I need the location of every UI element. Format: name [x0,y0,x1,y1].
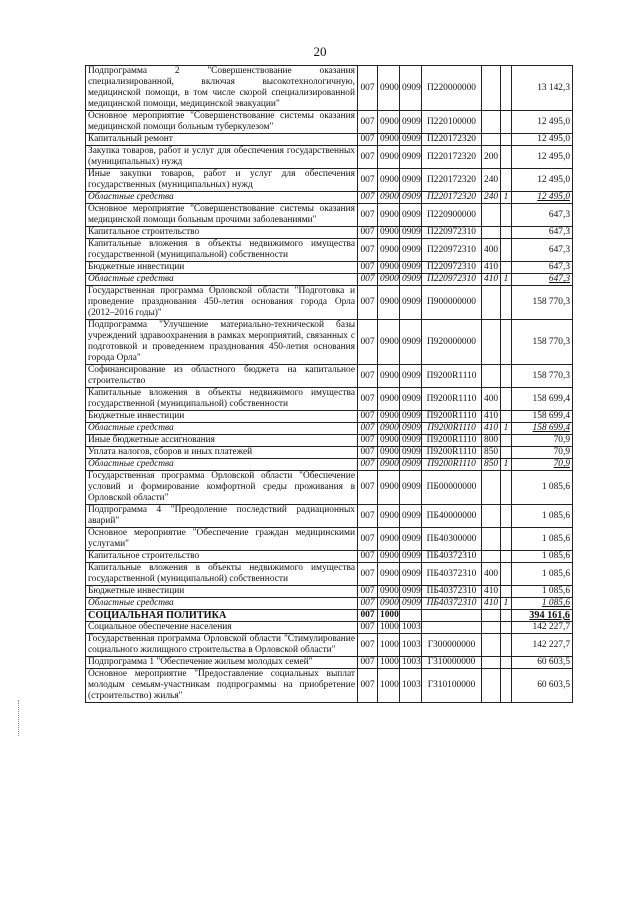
subsection-code: 0909 [400,320,422,365]
section-code: 0900 [378,528,400,551]
expense-type-code [482,365,501,388]
table-row [86,598,573,610]
target-code: Г300000000 [422,634,482,657]
section-code: 0900 [378,274,400,286]
target-code: Г310100000 [422,669,482,703]
subsection-code: 0909 [400,239,422,262]
amount: 13 142,3 [512,66,573,111]
row-name: Иные бюджетные ассигнования [86,435,358,447]
ministry-code: 007 [358,134,378,146]
source-mark [501,447,512,459]
amount: 142 227,7 [512,634,573,657]
row-name: Закупка товаров, работ и услуг для обеспечения государственных (муниципальных) нужд [86,146,358,169]
subsection-code: 0909 [400,227,422,239]
target-code: ПБ40372310 [422,563,482,586]
subsection-code: 0909 [400,286,422,320]
row-name: Подпрограмма "Улучшение материально-технической базы учреждений здравоохранения в рамках мероприятий, связанных с подготовкой и проведением празднования 450-летия основания города Орла" [86,320,358,365]
budget-table [85,65,573,703]
expense-type-code: 400 [482,388,501,411]
ministry-code: 007 [358,471,378,505]
subsection-code: 1003 [400,657,422,669]
ministry-code: 007 [358,286,378,320]
table-row [86,66,573,111]
section-code: 0900 [378,388,400,411]
amount: 647,3 [512,204,573,227]
section-code: 1000 [378,622,400,634]
source-mark [501,505,512,528]
amount: 142 227,7 [512,622,573,634]
subsection-code: 0909 [400,598,422,610]
target-code: ПБ40000000 [422,505,482,528]
section-code: 1000 [378,669,400,703]
amount: 70,9 [512,459,573,471]
ministry-code: 007 [358,435,378,447]
expense-type-code: 410 [482,274,501,286]
section-code: 0900 [378,146,400,169]
expense-type-code: 850 [482,447,501,459]
section-code: 1000 [378,610,400,622]
ministry-code: 007 [358,146,378,169]
row-name: Бюджетные инвестиции [86,411,358,423]
amount: 158 770,3 [512,365,573,388]
ministry-code: 007 [358,111,378,134]
ministry-code: 007 [358,423,378,435]
subsection-code: 0909 [400,111,422,134]
table-row [86,274,573,286]
section-code: 0900 [378,411,400,423]
target-code [422,610,482,622]
table-row [86,622,573,634]
table-row [86,262,573,274]
amount: 12 495,0 [512,146,573,169]
section-code: 0900 [378,423,400,435]
table-row [86,365,573,388]
ministry-code: 007 [358,411,378,423]
ministry-code: 007 [358,320,378,365]
target-code: П220900000 [422,204,482,227]
target-code: П9200R1110 [422,447,482,459]
row-name: Софинансирование из областного бюджета на капитальное строительство [86,365,358,388]
table-row [86,227,573,239]
section-code: 0900 [378,169,400,192]
target-code: П920000000 [422,320,482,365]
target-code: ПБ40372310 [422,598,482,610]
ministry-code: 007 [358,239,378,262]
row-name: Областные средства [86,423,358,435]
ministry-code: 007 [358,365,378,388]
section-code: 0900 [378,365,400,388]
table-row [86,411,573,423]
subsection-code: 0909 [400,551,422,563]
subsection-code: 0909 [400,471,422,505]
row-name: Иные закупки товаров, работ и услуг для обеспечения государственных (муниципальных) нужд [86,169,358,192]
expense-type-code: 410 [482,423,501,435]
subsection-code: 0909 [400,435,422,447]
table-body [86,66,573,703]
source-mark [501,551,512,563]
source-mark: 1 [501,192,512,204]
expense-type-code: 240 [482,169,501,192]
expense-type-code: 800 [482,435,501,447]
subsection-code: 1003 [400,669,422,703]
ministry-code: 007 [358,192,378,204]
table-row [86,388,573,411]
subsection-code: 0909 [400,192,422,204]
subsection-code: 0909 [400,528,422,551]
expense-type-code: 850 [482,459,501,471]
source-mark [501,169,512,192]
target-code: П220100000 [422,111,482,134]
expense-type-code: 400 [482,563,501,586]
amount: 12 495,0 [512,192,573,204]
amount: 1 085,6 [512,551,573,563]
row-name: Подпрограмма 2 "Совершенствование оказания специализированной, включая высокотехнологичную, медицинской помощи, в том числе скорой специализированной медицинской помощи, медицинской эвакуации" [86,66,358,111]
expense-type-code: 410 [482,262,501,274]
expense-type-code [482,66,501,111]
source-mark [501,528,512,551]
amount: 158 770,3 [512,320,573,365]
row-name: Основное мероприятие "Совершенствование системы оказания медицинской помощи больным туберкулезом" [86,111,358,134]
target-code: П220972310 [422,227,482,239]
ministry-code: 007 [358,622,378,634]
expense-type-code [482,134,501,146]
table-row [86,459,573,471]
subsection-code: 0909 [400,563,422,586]
table-row [86,471,573,505]
section-code: 0900 [378,459,400,471]
section-code: 0900 [378,320,400,365]
source-mark [501,286,512,320]
amount: 1 085,6 [512,586,573,598]
subsection-code: 0909 [400,388,422,411]
source-mark [501,66,512,111]
row-name: Уплата налогов, сборов и иных платежей [86,447,358,459]
ministry-code: 007 [358,447,378,459]
source-mark: 1 [501,459,512,471]
source-mark [501,411,512,423]
expense-type-code [482,227,501,239]
ministry-code: 007 [358,66,378,111]
source-mark [501,471,512,505]
amount: 158 699,4 [512,411,573,423]
expense-type-code [482,471,501,505]
subsection-code [400,610,422,622]
table-row [86,586,573,598]
row-name: Основное мероприятие "Совершенствование системы оказания медицинской помощи больным прочими заболеваниями" [86,204,358,227]
expense-type-code [482,111,501,134]
expense-type-code: 240 [482,192,501,204]
amount: 60 603,5 [512,657,573,669]
row-name: Социальное обеспечение населения [86,622,358,634]
table-row [86,447,573,459]
ministry-code: 007 [358,586,378,598]
source-mark: 1 [501,423,512,435]
amount: 12 495,0 [512,111,573,134]
section-code: 0900 [378,586,400,598]
source-mark [501,435,512,447]
section-code: 0900 [378,551,400,563]
subsection-code: 0909 [400,146,422,169]
amount: 158 699,4 [512,423,573,435]
amount: 60 603,5 [512,669,573,703]
amount: 394 161,6 [512,610,573,622]
source-mark [501,586,512,598]
subsection-code: 0909 [400,586,422,598]
section-code: 0900 [378,227,400,239]
section-code: 1000 [378,657,400,669]
table-row [86,505,573,528]
target-code: П220972310 [422,239,482,262]
expense-type-code [482,286,501,320]
row-name: Государственная программа Орловской области "Обеспечение условий и формирование комфортной среды проживания в Орловской области" [86,471,358,505]
source-mark: 1 [501,274,512,286]
amount: 1 085,6 [512,598,573,610]
subsection-code: 0909 [400,274,422,286]
row-name: Государственная программа Орловской области "Подготовка и проведение празднования 450-летия основания города Орла (2012–2016 годы)" [86,286,358,320]
source-mark [501,610,512,622]
expense-type-code [482,622,501,634]
margin-mark [18,700,21,736]
expense-type-code: 400 [482,239,501,262]
subsection-code: 0909 [400,447,422,459]
source-mark [501,239,512,262]
row-name: СОЦИАЛЬНАЯ ПОЛИТИКА [86,610,358,622]
expense-type-code [482,669,501,703]
amount: 1 085,6 [512,505,573,528]
amount: 70,9 [512,435,573,447]
ministry-code: 007 [358,169,378,192]
target-code: П9200R1110 [422,411,482,423]
source-mark [501,134,512,146]
amount: 647,3 [512,262,573,274]
expense-type-code [482,528,501,551]
source-mark: 1 [501,598,512,610]
ministry-code: 007 [358,657,378,669]
ministry-code: 007 [358,669,378,703]
row-name: Капитальное строительство [86,227,358,239]
page-number: 20 [313,44,327,59]
expense-type-code [482,551,501,563]
target-code: П9200R1110 [422,459,482,471]
source-mark [501,365,512,388]
ministry-code: 007 [358,204,378,227]
row-name: Областные средства [86,274,358,286]
target-code: П900000000 [422,286,482,320]
subsection-code: 0909 [400,423,422,435]
expense-type-code [482,657,501,669]
amount: 12 495,0 [512,134,573,146]
target-code: П220972310 [422,262,482,274]
table-row [86,286,573,320]
ministry-code: 007 [358,388,378,411]
row-name: Государственная программа Орловской области "Стимулирование социального жилищного строительства в Орловской области" [86,634,358,657]
source-mark [501,111,512,134]
source-mark [501,669,512,703]
section-code: 1000 [378,634,400,657]
row-name: Основное мероприятие "Обеспечение граждан медицинскими услугами" [86,528,358,551]
target-code: П220172320 [422,146,482,169]
source-mark [501,388,512,411]
target-code: ПБ00000000 [422,471,482,505]
ministry-code: 007 [358,227,378,239]
table-row [86,169,573,192]
subsection-code: 1003 [400,622,422,634]
section-code: 0900 [378,192,400,204]
ministry-code: 007 [358,459,378,471]
subsection-code: 0909 [400,459,422,471]
section-code: 0900 [378,563,400,586]
table-row [86,204,573,227]
target-code: П9200R1110 [422,388,482,411]
expense-type-code [482,204,501,227]
target-code: П220172320 [422,134,482,146]
ministry-code: 007 [358,598,378,610]
section-code: 0900 [378,111,400,134]
amount: 647,3 [512,227,573,239]
section-code: 0900 [378,262,400,274]
ministry-code: 007 [358,262,378,274]
subsection-code: 0909 [400,66,422,111]
ministry-code: 007 [358,551,378,563]
table-row [86,610,573,622]
target-code: ПБ40300000 [422,528,482,551]
ministry-code: 007 [358,528,378,551]
expense-type-code: 410 [482,598,501,610]
expense-type-code: 200 [482,146,501,169]
target-code: П220172320 [422,192,482,204]
target-code: П9200R1110 [422,365,482,388]
table-row [86,563,573,586]
section-code: 0900 [378,204,400,227]
table-row [86,111,573,134]
source-mark [501,634,512,657]
section-code: 0900 [378,239,400,262]
target-code: ПБ40372310 [422,551,482,563]
section-code: 0900 [378,447,400,459]
amount: 647,3 [512,239,573,262]
target-code: П220000000 [422,66,482,111]
source-mark [501,657,512,669]
expense-type-code [482,634,501,657]
table-row [86,551,573,563]
ministry-code: 007 [358,505,378,528]
table-row [86,435,573,447]
amount: 647,3 [512,274,573,286]
row-name: Основное мероприятие "Предоставление социальных выплат молодым семьям-участникам подпрограммы на приобретение (строительство) жилья" [86,669,358,703]
source-mark [501,622,512,634]
target-code [422,622,482,634]
section-code: 0900 [378,134,400,146]
source-mark [501,146,512,169]
section-code: 0900 [378,66,400,111]
subsection-code: 0909 [400,365,422,388]
target-code: П9200R1110 [422,435,482,447]
row-name: Областные средства [86,192,358,204]
table-row [86,669,573,703]
table-row [86,423,573,435]
row-name: Областные средства [86,598,358,610]
source-mark [501,563,512,586]
amount: 1 085,6 [512,563,573,586]
table-row [86,192,573,204]
subsection-code: 0909 [400,411,422,423]
target-code: ПБ40372310 [422,586,482,598]
source-mark [501,227,512,239]
table-row [86,634,573,657]
ministry-code: 007 [358,634,378,657]
target-code: Г310000000 [422,657,482,669]
row-name: Подпрограмма 4 "Преодоление последствий радиационных аварий" [86,505,358,528]
target-code: П9200R1110 [422,423,482,435]
table-row [86,657,573,669]
ministry-code: 007 [358,274,378,286]
source-mark [501,204,512,227]
table-row [86,146,573,169]
subsection-code: 0909 [400,505,422,528]
amount: 1 085,6 [512,471,573,505]
amount: 12 495,0 [512,169,573,192]
section-code: 0900 [378,505,400,528]
ministry-code: 007 [358,610,378,622]
subsection-code: 0909 [400,262,422,274]
section-code: 0900 [378,471,400,505]
source-mark [501,320,512,365]
table-row [86,134,573,146]
row-name: Бюджетные инвестиции [86,586,358,598]
table-row [86,320,573,365]
row-name: Капитальные вложения в объекты недвижимого имущества государственной (муниципальной) собственности [86,388,358,411]
amount: 158 770,3 [512,286,573,320]
row-name: Капитальное строительство [86,551,358,563]
table-row [86,528,573,551]
amount: 158 699,4 [512,388,573,411]
expense-type-code: 410 [482,586,501,598]
row-name: Бюджетные инвестиции [86,262,358,274]
section-code: 0900 [378,598,400,610]
row-name: Капитальные вложения в объекты недвижимого имущества государственной (муниципальной) собственности [86,239,358,262]
amount: 1 085,6 [512,528,573,551]
subsection-code: 1003 [400,634,422,657]
amount: 70,9 [512,447,573,459]
row-name: Областные средства [86,459,358,471]
target-code: П220972310 [422,274,482,286]
expense-type-code [482,610,501,622]
subsection-code: 0909 [400,204,422,227]
expense-type-code: 410 [482,411,501,423]
section-code: 0900 [378,286,400,320]
expense-type-code [482,505,501,528]
subsection-code: 0909 [400,169,422,192]
row-name: Капитальные вложения в объекты недвижимого имущества государственной (муниципальной) собственности [86,563,358,586]
target-code: П220172320 [422,169,482,192]
row-name: Капитальный ремонт [86,134,358,146]
table-row [86,239,573,262]
section-code: 0900 [378,435,400,447]
expense-type-code [482,320,501,365]
subsection-code: 0909 [400,134,422,146]
row-name: Подпрограмма 1 "Обеспечение жильем молодых семей" [86,657,358,669]
ministry-code: 007 [358,563,378,586]
source-mark [501,262,512,274]
